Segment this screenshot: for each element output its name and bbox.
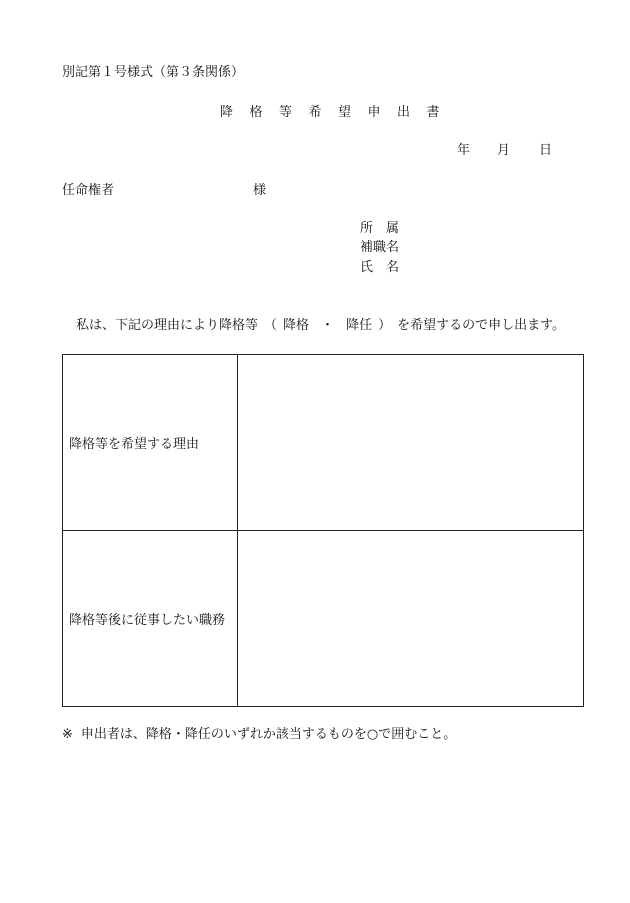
desired-duties-label: 降格等後に従事したい職務 bbox=[63, 531, 238, 707]
date-month-label: 月 bbox=[497, 143, 511, 158]
document-title: 降格等希望申出書 bbox=[220, 105, 457, 120]
desired-duties-field[interactable] bbox=[238, 531, 584, 707]
statement-intro: 私は、下記の理由により降格等 bbox=[76, 318, 259, 333]
statement-outro: を希望するので申し出ます。 bbox=[397, 318, 566, 333]
option-reassignment: 降任 bbox=[346, 318, 373, 333]
appointer-label: 任命権者 bbox=[62, 183, 115, 198]
request-statement bbox=[76, 318, 565, 334]
table-row bbox=[63, 531, 584, 707]
position-label: 補職名 bbox=[360, 240, 400, 255]
date-day-label: 日 bbox=[539, 143, 553, 158]
reason-label: 降格等を希望する理由 bbox=[63, 355, 238, 531]
option-demotion: 降格 bbox=[283, 318, 310, 333]
option-separator: ・ bbox=[321, 318, 335, 333]
statement-open-paren: （ bbox=[264, 318, 278, 333]
note-mark: ※ bbox=[62, 727, 73, 742]
name-label: 氏名 bbox=[360, 260, 413, 275]
request-form-table bbox=[62, 354, 584, 707]
form-number-label: 別記第１号様式（第３条関係） bbox=[62, 65, 245, 80]
statement-close-paren: ） bbox=[378, 318, 392, 333]
appointer-honorific: 様 bbox=[253, 183, 267, 198]
footnote bbox=[62, 727, 456, 743]
affiliation-label: 所属 bbox=[360, 221, 413, 236]
date-year-label: 年 bbox=[457, 143, 471, 158]
note-text: 申出者は、降格・降任のいずれか該当するものを○で囲むこと。 bbox=[80, 727, 457, 742]
table-row bbox=[63, 355, 584, 531]
reason-field[interactable] bbox=[238, 355, 584, 531]
